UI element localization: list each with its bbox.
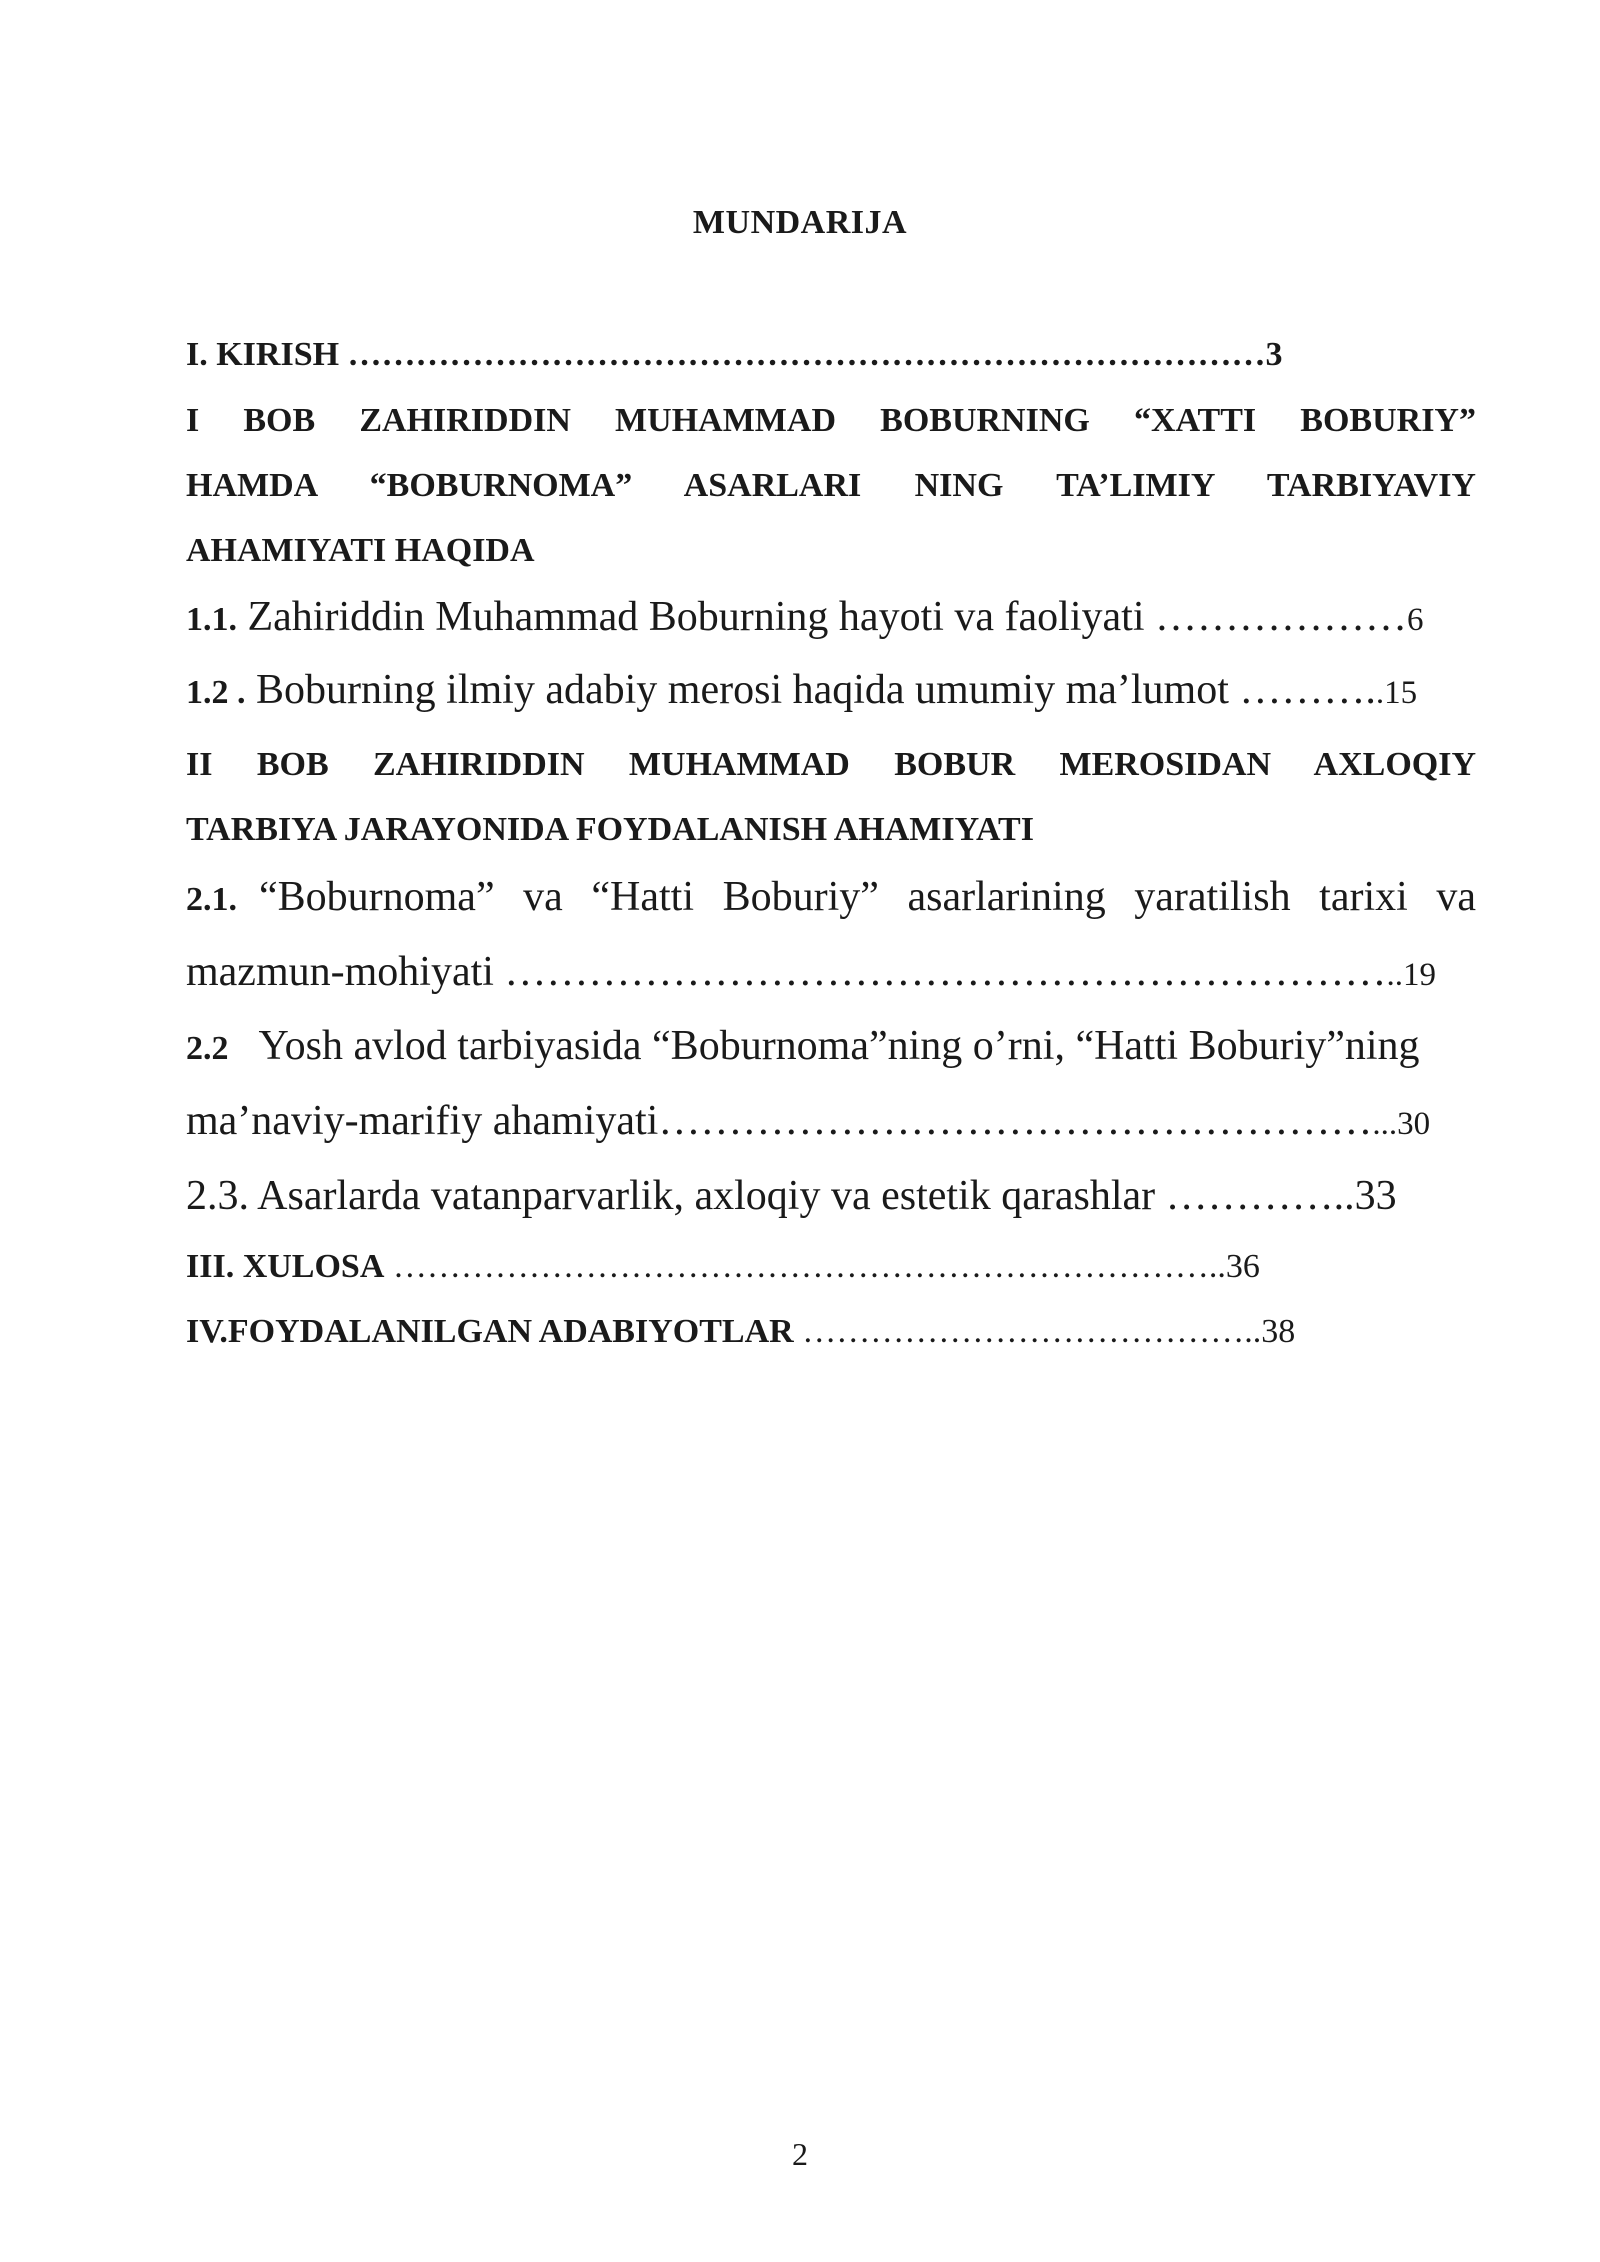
toc-entry-adabiyotlar-dots: ………………………………….. — [793, 1313, 1262, 1350]
toc-entry-1-2-page: .15 — [1375, 675, 1418, 711]
toc-entry-1-1-page: 6 — [1407, 602, 1424, 638]
toc-entry-2-1-page: ..19 — [1386, 957, 1436, 993]
toc-entry-1-1 — [186, 593, 1476, 641]
toc-entry-2-1-text-cont: mazmun-mohiyati ……………………………………………………… — [186, 949, 1387, 995]
toc-chapter-1-line-2: HAMDA “BOBURNOMA” ASARLARI NING TA’LIMIY TARBIYAVIY — [186, 467, 1476, 504]
toc-entry-adabiyotlar — [186, 1313, 1476, 1351]
toc-entry-2-1-line-1 — [186, 873, 1476, 921]
toc-entry-2-2-line-1 — [186, 1022, 1476, 1070]
toc-entry-2-2-number: 2.2 — [186, 1030, 229, 1067]
page-title: MUNDARIJA — [692, 204, 908, 241]
toc-chapter-1-line-3: AHAMIYATI HAQIDA — [186, 532, 535, 569]
toc-entry-1-2-number: 1.2 . — [186, 674, 246, 711]
page-number: 2 — [792, 2136, 808, 2172]
toc-entry-adabiyotlar-page: 38 — [1261, 1313, 1296, 1350]
toc-entry-1-2-text: Boburning ilmiy adabiy merosi haqida umumiy ma’lumot ………. — [245, 667, 1376, 713]
toc-entry-2-3-page: .33 — [1344, 1173, 1397, 1219]
toc-entry-2-2-line-2 — [186, 1097, 1476, 1145]
toc-entry-2-1-number: 2.1. — [186, 881, 237, 918]
toc-entry-1-1-text: Zahiriddin Muhammad Boburning hayoti va faoliyati ……………… — [237, 594, 1407, 640]
toc-entry-adabiyotlar-label: IV.FOYDALANILGAN ADABIYOTLAR — [186, 1313, 794, 1350]
toc-entry-xulosa-page: 36 — [1225, 1248, 1260, 1285]
toc-entry-2-3-text: 2.3. Asarlarda vatanparvarlik, axloqiy va estetik qarashlar …………. — [186, 1173, 1345, 1219]
toc-entry-2-1-line-2 — [186, 948, 1476, 996]
toc-entry-2-3 — [186, 1172, 1476, 1220]
toc-entry-2-2-text-cont: ma’naviy-marifiy ahamiyati…………………………………………… — [186, 1098, 1373, 1144]
toc-entry-kirish-text: I. KIRISH ………………………………………………………………………3 — [186, 336, 1283, 373]
toc-entry-xulosa-label: III. XULOSA — [186, 1248, 385, 1285]
toc-entry-1-1-number: 1.1. — [186, 601, 237, 638]
toc-chapter-1-line-1: I BOB ZAHIRIDDIN MUHAMMAD BOBURNING “XATTI BOBURIY” — [186, 402, 1476, 439]
toc-entry-2-2-page: ...30 — [1372, 1106, 1431, 1142]
toc-entry-2-2-text: Yosh avlod tarbiyasida “Boburnoma”ning o’rni, “Hatti Boburiy”ning — [258, 1023, 1420, 1069]
toc-chapter-2-line-1: II BOB ZAHIRIDDIN MUHAMMAD BOBUR MEROSIDAN AXLOQIY — [186, 746, 1476, 783]
toc-entry-xulosa-dots: ……………………………………………………………….. — [384, 1248, 1226, 1285]
toc-entry-2-1-text: “Boburnoma” va “Hatti Boburiy” asarlarining yaratilish tarixi va — [259, 874, 1476, 920]
toc-entry-1-2 — [186, 666, 1476, 714]
toc-entry-xulosa — [186, 1248, 1476, 1286]
toc-entry-kirish — [186, 336, 1476, 374]
toc-chapter-2-line-2: TARBIYA JARAYONIDA FOYDALANISH AHAMIYATI — [186, 811, 1034, 848]
